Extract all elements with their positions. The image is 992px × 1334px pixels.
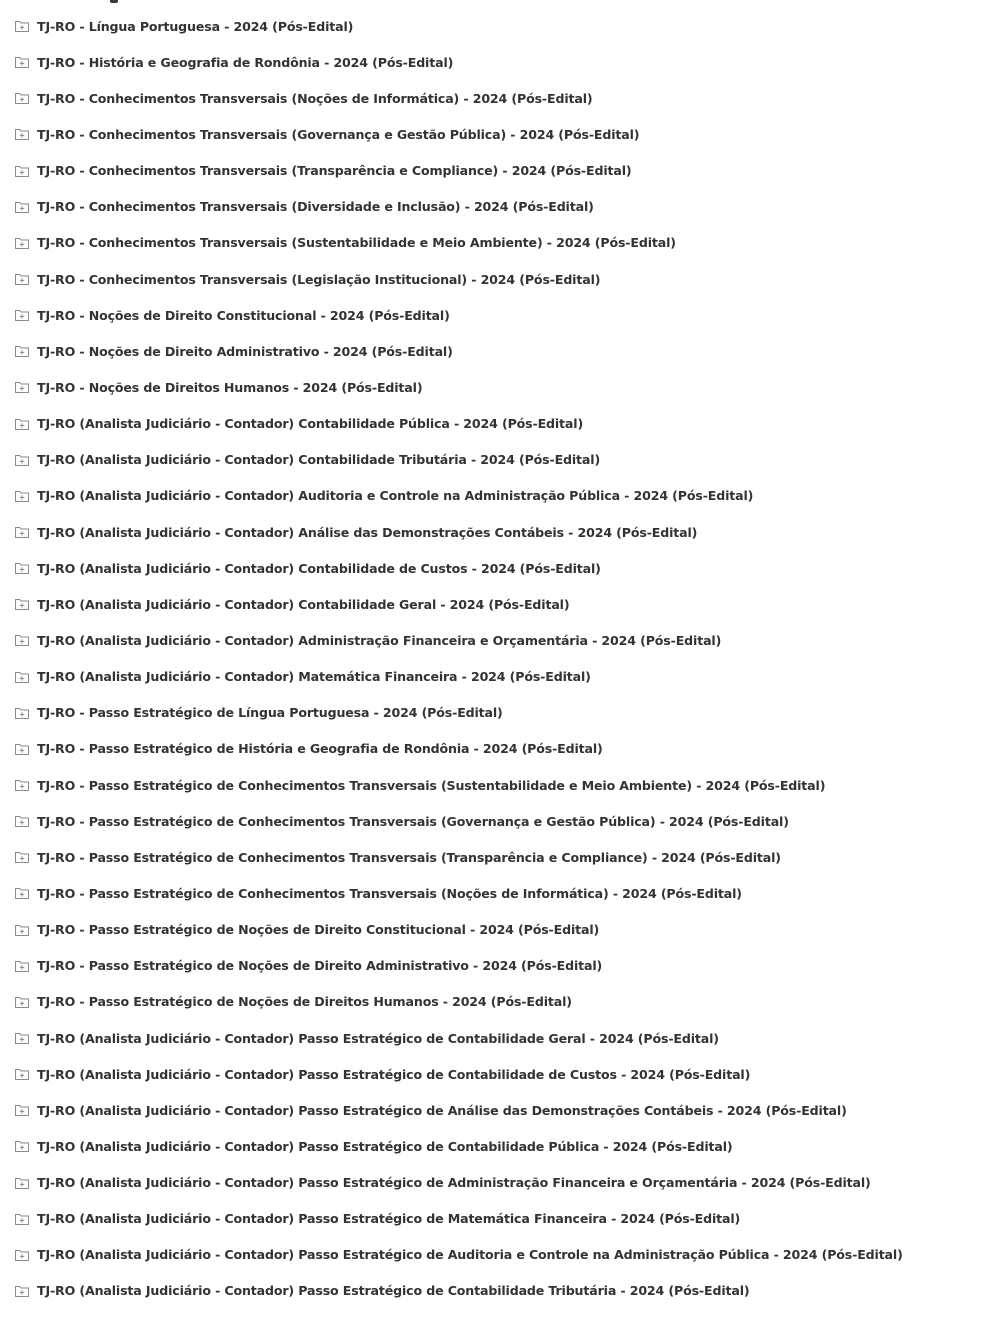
folder-label[interactable]: TJ-RO - Noções de Direito Administrativo - 2024 (Pós-Edital) <box>37 343 453 359</box>
folder-item-34[interactable] <box>0 1201 992 1237</box>
folder-label[interactable]: TJ-RO - Língua Portuguesa - 2024 (Pós-Edital) <box>37 18 354 34</box>
folder-plus-icon[interactable] <box>14 489 30 503</box>
folder-item-27[interactable] <box>0 948 992 984</box>
folder-item-22[interactable] <box>0 767 992 803</box>
folder-item-24[interactable] <box>0 839 992 875</box>
folder-label[interactable]: TJ-RO - Passo Estratégico de Noções de Direito Administrativo - 2024 (Pós-Edital) <box>37 958 603 974</box>
folder-item-14[interactable] <box>0 478 992 514</box>
folder-plus-icon[interactable] <box>14 1248 30 1262</box>
folder-plus-icon[interactable] <box>14 200 30 214</box>
folder-plus-icon[interactable] <box>14 1176 30 1190</box>
folder-label[interactable]: TJ-RO (Analista Judiciário - Contador) Contabilidade Pública - 2024 (Pós-Edital) <box>37 416 584 432</box>
folder-item-26[interactable] <box>0 912 992 948</box>
folder-plus-icon[interactable] <box>14 308 30 322</box>
folder-plus-icon[interactable] <box>14 995 30 1009</box>
folder-label[interactable]: TJ-RO (Analista Judiciário - Contador) Contabilidade Tributária - 2024 (Pós-Edital) <box>37 452 601 468</box>
folder-item-13[interactable] <box>0 442 992 478</box>
folder-label[interactable]: TJ-RO (Analista Judiciário - Contador) Matemática Financeira - 2024 (Pós-Edital) <box>37 669 591 685</box>
folder-item-18[interactable] <box>0 622 992 658</box>
folder-plus-icon[interactable] <box>14 1103 30 1117</box>
folder-label[interactable]: TJ-RO (Analista Judiciário - Contador) Passo Estratégico de Administração Financeira e Orçamentária - 2024 (Pós-Edital) <box>37 1175 871 1191</box>
folder-plus-icon[interactable] <box>14 959 30 973</box>
folder-label[interactable]: TJ-RO - Conhecimentos Transversais (Noções de Informática) - 2024 (Pós-Edital) <box>37 90 593 106</box>
folder-list <box>0 8 992 1309</box>
folder-plus-icon[interactable] <box>14 742 30 756</box>
folder-plus-icon[interactable] <box>14 417 30 431</box>
folder-label[interactable]: TJ-RO - Conhecimentos Transversais (Diversidade e Inclusão) - 2024 (Pós-Edital) <box>37 199 594 215</box>
folder-item-3[interactable] <box>0 80 992 116</box>
folder-item-19[interactable] <box>0 659 992 695</box>
folder-label[interactable]: TJ-RO (Analista Judiciário - Contador) Auditoria e Controle na Administração Pública - 2024 (Pós-Edital) <box>37 488 754 504</box>
folder-label[interactable]: TJ-RO (Analista Judiciário - Contador) Passo Estratégico de Matemática Financeira - 2024 (Pós-Edital) <box>37 1211 741 1227</box>
folder-label[interactable]: TJ-RO (Analista Judiciário - Contador) Análise das Demonstrações Contábeis - 2024 (Pós-Edital) <box>37 524 698 540</box>
folder-item-10[interactable] <box>0 333 992 369</box>
folder-plus-icon[interactable] <box>14 670 30 684</box>
folder-plus-icon[interactable] <box>14 525 30 539</box>
folder-plus-icon[interactable] <box>14 380 30 394</box>
folder-item-23[interactable] <box>0 803 992 839</box>
folder-label[interactable]: TJ-RO (Analista Judiciário - Contador) Passo Estratégico de Contabilidade de Custos - 2024 (Pós-Edital) <box>37 1066 751 1082</box>
folder-label[interactable]: TJ-RO - Conhecimentos Transversais (Governança e Gestão Pública) - 2024 (Pós-Edital) <box>37 126 640 142</box>
folder-plus-icon[interactable] <box>14 814 30 828</box>
folder-item-25[interactable] <box>0 875 992 911</box>
folder-plus-icon[interactable] <box>14 236 30 250</box>
folder-plus-icon[interactable] <box>14 633 30 647</box>
folder-label[interactable]: TJ-RO (Analista Judiciário - Contador) Contabilidade de Custos - 2024 (Pós-Edital) <box>37 560 601 576</box>
folder-plus-icon[interactable] <box>14 19 30 33</box>
clipped-heading-fragment <box>110 0 170 4</box>
folder-label[interactable]: TJ-RO - Passo Estratégico de Conhecimentos Transversais (Noções de Informática) - 2024 (Pós-Edital) <box>37 885 742 901</box>
folder-item-7[interactable] <box>0 225 992 261</box>
folder-label[interactable]: TJ-RO - Passo Estratégico de Língua Portuguesa - 2024 (Pós-Edital) <box>37 705 503 721</box>
folder-label[interactable]: TJ-RO (Analista Judiciário - Contador) Administração Financeira e Orçamentária - 2024 (Pós-Edital) <box>37 632 722 648</box>
folder-plus-icon[interactable] <box>14 1031 30 1045</box>
folder-item-12[interactable] <box>0 406 992 442</box>
folder-item-35[interactable] <box>0 1237 992 1273</box>
folder-label[interactable]: TJ-RO - Passo Estratégico de Conhecimentos Transversais (Transparência e Compliance) - 2024 (Pós-Edital) <box>37 849 781 865</box>
folder-item-6[interactable] <box>0 189 992 225</box>
folder-plus-icon[interactable] <box>14 272 30 286</box>
folder-label[interactable]: TJ-RO - História e Geografia de Rondônia - 2024 (Pós-Edital) <box>37 54 454 70</box>
folder-label[interactable]: TJ-RO - Passo Estratégico de Conhecimentos Transversais (Governança e Gestão Pública) - 2024 (Pós-Edital) <box>37 813 789 829</box>
folder-plus-icon[interactable] <box>14 706 30 720</box>
folder-item-5[interactable] <box>0 153 992 189</box>
folder-plus-icon[interactable] <box>14 778 30 792</box>
folder-item-20[interactable] <box>0 695 992 731</box>
folder-label[interactable]: TJ-RO - Passo Estratégico de Conhecimentos Transversais (Sustentabilidade e Meio Ambiente) - 2024 (Pós-Edital) <box>37 777 826 793</box>
folder-label[interactable]: TJ-RO - Conhecimentos Transversais (Transparência e Compliance) - 2024 (Pós-Edital) <box>37 163 632 179</box>
folder-item-36[interactable] <box>0 1273 992 1309</box>
folder-item-1[interactable] <box>0 8 992 44</box>
folder-item-21[interactable] <box>0 731 992 767</box>
folder-plus-icon[interactable] <box>14 453 30 467</box>
folder-label[interactable]: TJ-RO (Analista Judiciário - Contador) Passo Estratégico de Contabilidade Tributária - 2024 (Pós-Edital) <box>37 1283 750 1299</box>
folder-label[interactable]: TJ-RO (Analista Judiciário - Contador) Passo Estratégico de Contabilidade Pública - 2024 (Pós-Edital) <box>37 1138 733 1154</box>
folder-item-8[interactable] <box>0 261 992 297</box>
folder-item-29[interactable] <box>0 1020 992 1056</box>
folder-plus-icon[interactable] <box>14 91 30 105</box>
folder-plus-icon[interactable] <box>14 561 30 575</box>
folder-item-11[interactable] <box>0 369 992 405</box>
folder-item-4[interactable] <box>0 116 992 152</box>
folder-item-30[interactable] <box>0 1056 992 1092</box>
folder-plus-icon[interactable] <box>14 164 30 178</box>
folder-plus-icon[interactable] <box>14 886 30 900</box>
folder-label[interactable]: TJ-RO - Passo Estratégico de Noções de Direito Constitucional - 2024 (Pós-Edital) <box>37 922 600 938</box>
folder-label[interactable]: TJ-RO - Passo Estratégico de História e Geografia de Rondônia - 2024 (Pós-Edital) <box>37 741 603 757</box>
folder-plus-icon[interactable] <box>14 850 30 864</box>
folder-label[interactable]: TJ-RO (Analista Judiciário - Contador) Contabilidade Geral - 2024 (Pós-Edital) <box>37 596 570 612</box>
folder-plus-icon[interactable] <box>14 1139 30 1153</box>
folder-label[interactable]: TJ-RO (Analista Judiciário - Contador) Passo Estratégico de Contabilidade Geral - 2024 (Pós-Edital) <box>37 1030 719 1046</box>
folder-plus-icon[interactable] <box>14 127 30 141</box>
folder-label[interactable]: TJ-RO - Conhecimentos Transversais (Legislação Institucional) - 2024 (Pós-Edital) <box>37 271 601 287</box>
folder-item-33[interactable] <box>0 1165 992 1201</box>
folder-item-31[interactable] <box>0 1092 992 1128</box>
folder-plus-icon[interactable] <box>14 1212 30 1226</box>
folder-label[interactable]: TJ-RO - Passo Estratégico de Noções de Direitos Humanos - 2024 (Pós-Edital) <box>37 994 572 1010</box>
folder-plus-icon[interactable] <box>14 597 30 611</box>
folder-item-28[interactable] <box>0 984 992 1020</box>
folder-plus-icon[interactable] <box>14 1284 30 1298</box>
folder-item-2[interactable] <box>0 44 992 80</box>
folder-plus-icon[interactable] <box>14 923 30 937</box>
folder-item-9[interactable] <box>0 297 992 333</box>
folder-plus-icon[interactable] <box>14 55 30 69</box>
folder-label[interactable]: TJ-RO (Analista Judiciário - Contador) Passo Estratégico de Análise das Demonstrações Contábeis - 2024 (Pós-Edital) <box>37 1102 847 1118</box>
folder-item-16[interactable] <box>0 550 992 586</box>
folder-plus-icon[interactable] <box>14 344 30 358</box>
folder-label[interactable]: TJ-RO - Noções de Direito Constitucional - 2024 (Pós-Edital) <box>37 307 450 323</box>
folder-label[interactable]: TJ-RO - Conhecimentos Transversais (Sustentabilidade e Meio Ambiente) - 2024 (Pós-Edital) <box>37 235 676 251</box>
folder-item-15[interactable] <box>0 514 992 550</box>
folder-item-17[interactable] <box>0 586 992 622</box>
folder-plus-icon[interactable] <box>14 1067 30 1081</box>
folder-item-32[interactable] <box>0 1128 992 1164</box>
folder-label[interactable]: TJ-RO (Analista Judiciário - Contador) Passo Estratégico de Auditoria e Controle na Administração Pública - 2024 (Pós-Edital) <box>37 1247 903 1263</box>
folder-label[interactable]: TJ-RO - Noções de Direitos Humanos - 2024 (Pós-Edital) <box>37 379 423 395</box>
